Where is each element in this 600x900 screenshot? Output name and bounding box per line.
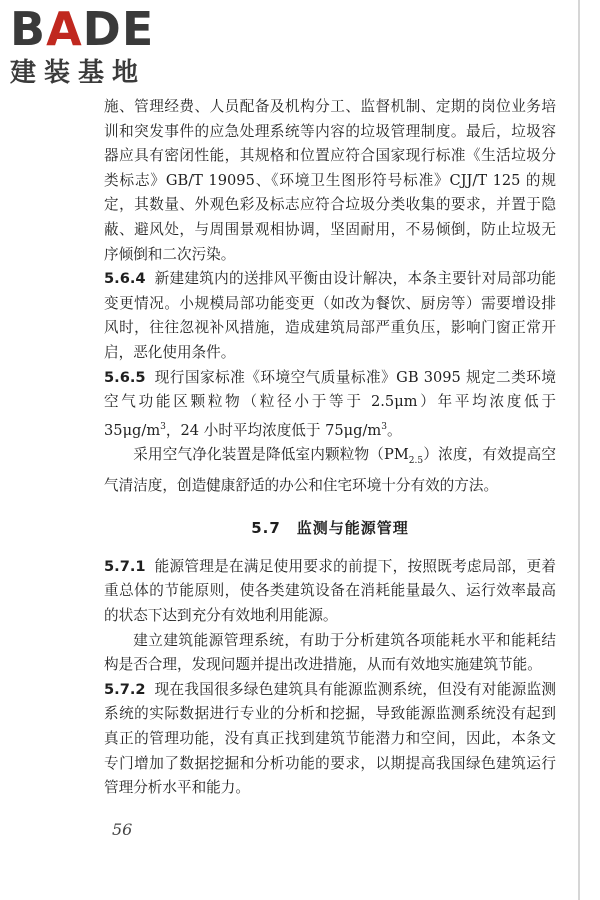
paragraph-waste-management: 施、管理经费、人员配备及机构分工、监督机制、定期的岗位业务培训和突发事件的应急处理系统等内容的垃圾管理制度。最后，垃圾容器应具有密闭性能，其规格和位置应符合国家现行标准《生活垃圾分类标志》GB/T 19095、《环境卫生图形符号标准》CJJ/T 125 的规定，其数量、外观色彩及标志应符合垃圾分类收集的要求，并置于隐蔽、避风处，与周围景观相协调，坚固耐用，不易倾倒，防止垃圾无序倾倒和二次污染。 bbox=[104, 98, 556, 263]
logo-letter-b: B bbox=[10, 2, 47, 56]
page-body bbox=[104, 95, 556, 801]
clause-5-6-5 bbox=[104, 366, 556, 444]
clause-text: 现行国家标准《环境空气质量标准》GB 3095 规定二类环境空气功能区颗粒物（粒径小于等于 2.5μm）年平均浓度低于 35μg/m bbox=[104, 368, 556, 439]
clause-text: ，24 小时平均浓度低于 75μg/m bbox=[165, 421, 382, 439]
clause-number: 5.7.2 bbox=[104, 680, 146, 698]
logo-letters-de: DE bbox=[82, 2, 155, 56]
clause-number: 5.6.5 bbox=[104, 368, 146, 386]
clause-5-7-2 bbox=[104, 678, 556, 801]
superscript: 3 bbox=[160, 421, 166, 432]
paragraph-energy-management-system: 建立建筑能源管理系统，有助于分析建筑各项能耗水平和能耗结构是否合理，发现问题并提出改进措施，从而有效地实施建筑节能。 bbox=[104, 631, 556, 674]
clause-text: 现在我国很多绿色建筑具有能源监测系统，但没有对能源监测系统的实际数据进行专业的分析和挖掘，导致能源监测系统没有起到真正的管理功能，没有真正找到建筑节能潜力和空间，因此，本条文专门增加了数据挖掘和分析功能的要求，以期提高我国绿色建筑运行管理分析水平和能力。 bbox=[104, 680, 556, 797]
clause-text: 能源管理是在满足使用要求的前提下，按照既考虑局部，更着重总体的节能原则，使各类建筑设备在消耗能量最久、运行效率最高的状态下达到充分有效地利用能源。 bbox=[104, 557, 556, 625]
clause-number: 5.6.4 bbox=[104, 270, 146, 288]
section-heading-5-7: 5.7 监测与能源管理 bbox=[251, 519, 409, 538]
paragraph-air-purification bbox=[104, 443, 556, 498]
clause-text: 新建建筑内的送排风平衡由设计解决，本条主要针对局部功能变更情况。小规模局部功能变更（如改为餐饮、厨房等）需要增设排风时，往往忽视补风措施，造成建筑局部严重负压，影响门窗正常开启，恶化使用条件。 bbox=[104, 270, 556, 361]
page-number: 56 bbox=[112, 820, 133, 839]
paragraph-text: 采用空气净化装置是降低室内颗粒物（PM bbox=[133, 446, 409, 464]
clause-number: 5.7.1 bbox=[104, 557, 146, 575]
superscript: 3 bbox=[381, 421, 388, 432]
clause-text: 。 bbox=[387, 421, 402, 439]
clause-5-7-1 bbox=[104, 555, 556, 629]
logo-letter-a: A bbox=[46, 2, 83, 56]
page-edge-rule bbox=[578, 0, 580, 900]
bade-logo bbox=[10, 4, 180, 94]
clause-5-6-4 bbox=[104, 267, 556, 365]
logo-subtitle: 建装基地 bbox=[10, 58, 147, 88]
subscript: 2.5 bbox=[408, 456, 424, 467]
paragraph-text: ）浓度，有效提高空气清洁度，创造健康舒适的办公和住宅环境十分有效的方法。 bbox=[104, 446, 556, 494]
logo-wordmark bbox=[10, 4, 154, 54]
